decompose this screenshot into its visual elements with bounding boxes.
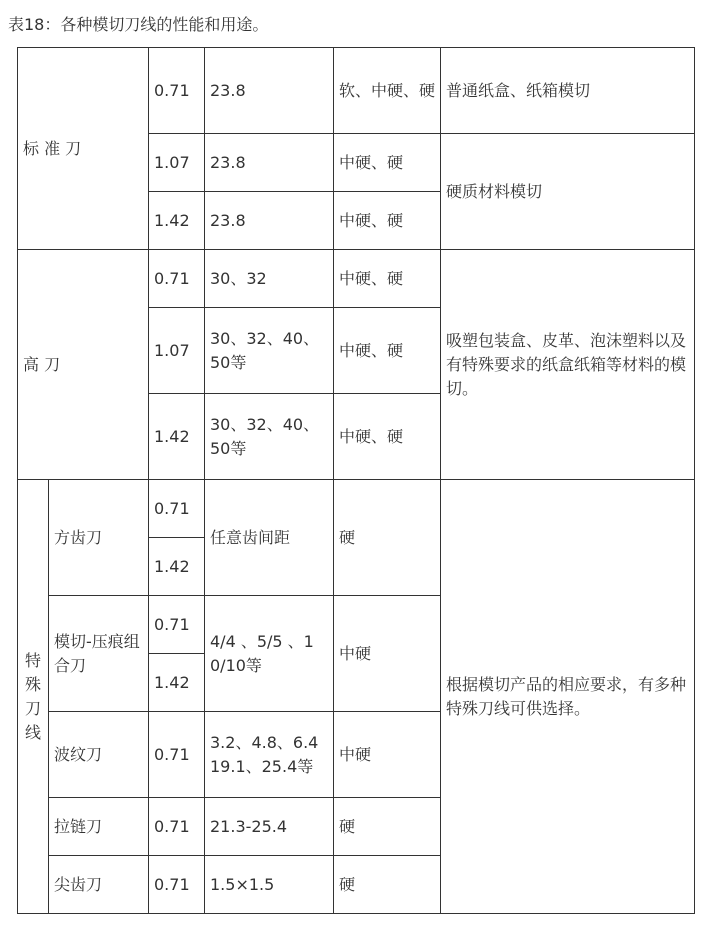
height-cell: 1.5×1.5 — [205, 856, 334, 914]
blade-spec-table — [17, 47, 695, 914]
thickness-cell: 0.71 — [149, 48, 205, 134]
hardness-cell: 中硬、硬 — [334, 192, 441, 250]
height-cell: 23.8 — [205, 192, 334, 250]
hardness-cell: 中硬、硬 — [334, 394, 441, 480]
height-cell: 4/4 、5/5 、10/10等 — [205, 596, 334, 712]
hardness-cell: 硬 — [334, 480, 441, 596]
thickness-cell: 0.71 — [149, 712, 205, 798]
table-caption: 表18：各种模切刀线的性能和用途。 — [8, 15, 269, 34]
hardness-cell: 中硬、硬 — [334, 308, 441, 394]
height-cell: 30、32 — [205, 250, 334, 308]
hardness-cell: 中硬 — [334, 596, 441, 712]
subtype-name-cell: 波纹刀 — [49, 712, 149, 798]
height-cell: 23.8 — [205, 134, 334, 192]
height-cell: 30、32、40、50等 — [205, 308, 334, 394]
height-cell: 30、32、40、50等 — [205, 394, 334, 480]
height-cell: 任意齿间距 — [205, 480, 334, 596]
hardness-cell: 硬 — [334, 856, 441, 914]
thickness-cell: 1.42 — [149, 538, 205, 596]
height-cell: 21.3-25.4 — [205, 798, 334, 856]
thickness-cell: 1.42 — [149, 654, 205, 712]
use-cell: 硬质材料模切 — [441, 134, 695, 250]
use-cell: 普通纸盒、纸箱模切 — [441, 48, 695, 134]
table-row — [18, 48, 695, 134]
group-label-high: 高 刀 — [18, 250, 149, 480]
group-label-special: 特殊刀线 — [18, 480, 49, 914]
use-cell: 吸塑包装盒、皮革、泡沫塑料以及有特殊要求的纸盒纸箱等材料的模切。 — [441, 250, 695, 480]
thickness-cell: 1.42 — [149, 394, 205, 480]
thickness-cell: 0.71 — [149, 856, 205, 914]
hardness-cell: 软、中硬、硬 — [334, 48, 441, 134]
thickness-cell: 1.42 — [149, 192, 205, 250]
hardness-cell: 中硬、硬 — [334, 134, 441, 192]
height-cell: 3.2、4.8、6.4 19.1、25.4等 — [205, 712, 334, 798]
thickness-cell: 0.71 — [149, 596, 205, 654]
hardness-cell: 中硬 — [334, 712, 441, 798]
thickness-cell: 1.07 — [149, 134, 205, 192]
hardness-cell: 中硬、硬 — [334, 250, 441, 308]
subtype-name-cell: 模切-压痕组合刀 — [49, 596, 149, 712]
subtype-name-cell: 方齿刀 — [49, 480, 149, 596]
subtype-name-cell: 尖齿刀 — [49, 856, 149, 914]
hardness-cell: 硬 — [334, 798, 441, 856]
use-cell: 根据模切产品的相应要求，有多种特殊刀线可供选择。 — [441, 480, 695, 914]
table-row — [18, 250, 695, 308]
thickness-cell: 0.71 — [149, 798, 205, 856]
height-cell: 23.8 — [205, 48, 334, 134]
group-label-standard: 标 准 刀 — [18, 48, 149, 250]
thickness-cell: 1.07 — [149, 308, 205, 394]
subtype-name-cell: 拉链刀 — [49, 798, 149, 856]
table-row — [18, 480, 695, 538]
thickness-cell: 0.71 — [149, 480, 205, 538]
thickness-cell: 0.71 — [149, 250, 205, 308]
